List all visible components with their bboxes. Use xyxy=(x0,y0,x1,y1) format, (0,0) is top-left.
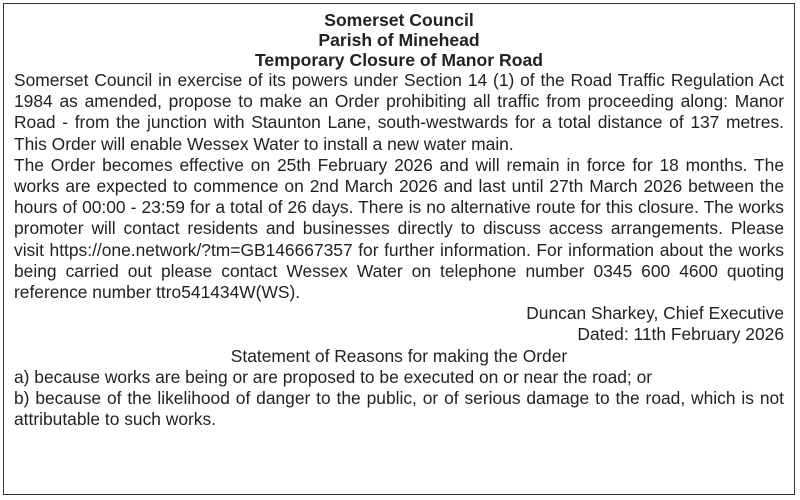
reason-b: b) because of the likelihood of danger to the public, or of serious damage to the road, which is not attributable to such works. xyxy=(14,388,784,430)
closure-title-heading: Temporary Closure of Manor Road xyxy=(254,50,544,70)
signatory-line: Duncan Sharkey, Chief Executive xyxy=(526,303,784,324)
order-proposal-paragraph: Somerset Council in exercise of its powers under Section 14 (1) of the Road Traffic Regulation Act 1984 as amended, propose to make an Order prohibiting all traffic from proceeding along: Manor Road - from the junction with Staunton Lane, south-westwards for a total distance of 137 metres. This Order will enable Wessex Water to install a new water main. xyxy=(14,70,784,154)
reasons-heading: Statement of Reasons for making the Order xyxy=(230,345,568,366)
reason-a: a) because works are being or are proposed to be executed on or near the road; or xyxy=(14,366,653,387)
council-name-heading: Somerset Council xyxy=(324,10,474,30)
public-notice xyxy=(3,3,795,495)
dated-line: Dated: 11th February 2026 xyxy=(577,324,784,345)
parish-heading: Parish of Minehead xyxy=(318,30,480,50)
order-details-paragraph: The Order becomes effective on 25th February 2026 and will remain in force for 18 months. The works are expected to commence on 2nd March 2026 and last until 27th March 2026 between the hours of 00:00 - 23:59 for a total of 26 days. There is no alternative route for this closure. The works promoter will contact residents and businesses directly to discuss access arrangements. Please visit https://one.network/?tm=GB146667357 for further information. For information about the works being carried out please contact Wessex Water on telephone number 0345 600 4600 quoting reference number ttro541434W(WS). xyxy=(14,154,784,303)
